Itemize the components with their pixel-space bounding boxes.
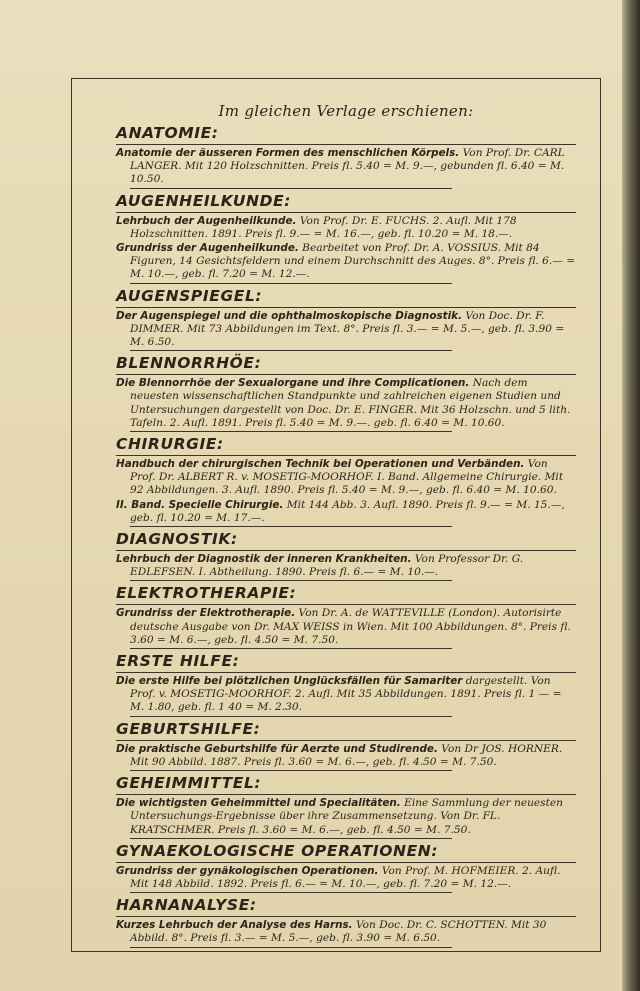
book-details: Mit 144 Abb. 3. Aufl. 1890. Preis fl. 9.— = M. 15.—, geb. fl. 10.20 = M. 17.—. bbox=[130, 498, 565, 524]
catalog-section bbox=[116, 896, 576, 947]
section-title: BLENNORRHÖE: bbox=[116, 354, 576, 375]
catalog-content bbox=[116, 102, 576, 951]
catalog-section bbox=[116, 842, 576, 893]
section-title: GEHEIMMITTEL: bbox=[116, 774, 576, 795]
catalog-heading: Im gleichen Verlage erschienen: bbox=[218, 102, 474, 120]
book-entry bbox=[116, 919, 576, 945]
book-title: Anatomie der äusseren Formen des menschlichen Körpels. bbox=[116, 147, 460, 159]
section-end-rule bbox=[130, 716, 452, 717]
catalog-section bbox=[116, 774, 576, 839]
book-title: Grundriss der gynäkologischen Operationen. bbox=[116, 864, 379, 877]
book-entry bbox=[116, 797, 576, 837]
book-title: Kurzes Lehrbuch der Analyse des Harns. bbox=[116, 919, 353, 932]
book-details: Von Prof. M. HOFMEIER. 2. Aufl. Mit 148 Abbild. 1892. Preis fl. 6.— = M. 10.—, geb. fl. 7.20 = M. 12.—. bbox=[130, 864, 561, 890]
book-details: Von Prof. Dr. E. FUCHS. 2. Aufl. Mit 178 Holzschnitten. 1891. Preis fl. 9.— = M. 16.—, geb. fl. 10.20 = M. 18.—. bbox=[130, 214, 517, 240]
book-details: Von Prof. Dr. CARL LANGER. Mit 120 Holzschnitten. Preis fl. 5.40 = M. 9.—, gebunden fl. 6.40 = M. 10.50. bbox=[130, 147, 565, 186]
section-list bbox=[116, 124, 576, 948]
section-title: DIAGNOSTIK: bbox=[116, 530, 576, 551]
catalog-section bbox=[116, 530, 576, 581]
section-title: HARNANALYSE: bbox=[116, 896, 576, 917]
section-title: AUGENHEILKUNDE: bbox=[116, 192, 576, 213]
catalog-section bbox=[116, 124, 576, 189]
book-details: Von Doc. Dr. F. DIMMER. Mit 73 Abbildungen im Text. 8°. Preis fl. 3.— = M. 5.—, geb. fl. 3.90 = M. 6.50. bbox=[130, 309, 565, 349]
section-end-rule bbox=[130, 947, 452, 948]
book-entry bbox=[116, 242, 576, 282]
section-end-rule bbox=[130, 580, 452, 581]
book-entry bbox=[116, 743, 576, 769]
book-details: Von Dr. A. de WATTEVILLE (London). Autorisirte deutsche Ausgabe von Dr. MAX WEISS in Wien. Mit 100 Abbildungen. 8°. Preis fl. 3.60 = M. 6.—, geb. fl. 4.50 = M. 7.50. bbox=[130, 607, 571, 646]
book-title: Die wichtigsten Geheimmittel und Specialitäten. bbox=[116, 797, 401, 810]
book-entry bbox=[116, 553, 576, 579]
catalog-section bbox=[116, 435, 576, 527]
book-entry bbox=[116, 607, 576, 647]
section-title: GYNAEKOLOGISCHE OPERATIONEN: bbox=[116, 842, 576, 863]
book-details: Eine Sammlung der neuesten Untersuchungs-Ergebnisse über ihre Zusammensetzung. Von Dr. FL. KRATSCHMER. Preis fl. 3.60 = M. 6.—, geb. fl. 4.50 = M. 7.50. bbox=[130, 797, 563, 836]
section-title: AUGENSPIEGEL: bbox=[116, 287, 576, 308]
section-title: CHIRURGIE: bbox=[116, 435, 576, 456]
book-entry bbox=[116, 675, 576, 715]
section-title: ELEKTROTHERAPIE: bbox=[116, 584, 576, 605]
book-title: II. Band. Specielle Chirurgie. bbox=[116, 498, 284, 511]
book-entry bbox=[116, 215, 576, 241]
book-entry bbox=[116, 458, 576, 498]
book-title: Grundriss der Elektrotherapie. bbox=[116, 607, 296, 620]
book-entry bbox=[116, 865, 576, 891]
catalog-section bbox=[116, 720, 576, 771]
book-title: Die praktische Geburtshilfe für Aerzte und Studirende. bbox=[116, 742, 438, 755]
catalog-section bbox=[116, 652, 576, 717]
book-entry bbox=[116, 499, 576, 525]
book-gutter bbox=[622, 0, 640, 991]
catalog-section bbox=[116, 192, 576, 284]
section-title: ERSTE HILFE: bbox=[116, 652, 576, 673]
book-details: dargestellt. Von Prof. v. MOSETIG-MOORHOF. 2. Aufl. Mit 35 Abbildungen. 1891. Preis fl. 1 — = M. 1.80, geb. fl. 1 40 = M. 2.30. bbox=[130, 675, 562, 714]
book-details: Nach dem neuesten wissenschaftlichen Standpunkte und zahlreichen eigenen Studien und Untersuchungen dargestellt von Doc. Dr. E. FINGER. Mit 36 Holzschn. und 5 lith. Tafeln. 2. Aufl. 1891. Preis fl. 5.40 = M. 9.—. geb. fl. 6.40 = M. 10.60. bbox=[130, 377, 571, 429]
section-end-rule bbox=[130, 526, 452, 527]
book-title: Der Augenspiegel und die ophthalmoskopische Diagnostik. bbox=[116, 309, 463, 322]
book-entry bbox=[116, 377, 576, 430]
book-title: Lehrbuch der Augenheilkunde. bbox=[116, 214, 297, 227]
section-end-rule bbox=[130, 892, 452, 893]
catalog-section bbox=[116, 584, 576, 649]
section-end-rule bbox=[130, 188, 452, 189]
section-end-rule bbox=[130, 648, 452, 649]
book-entry bbox=[116, 310, 576, 350]
catalog-section bbox=[116, 287, 576, 352]
book-details: Von Doc. Dr. C. SCHOTTEN. Mit 30 Abbild. 8°. Preis fl. 3.— = M. 5.—, geb. fl. 3.90 = M. 6.50. bbox=[130, 919, 547, 945]
book-details: Von Dr JOS. HORNER. Mit 90 Abbild. 1887. Preis fl. 3.60 = M. 6.—, geb. fl. 4.50 = M. 7.50. bbox=[130, 742, 563, 768]
section-title: ANATOMIE: bbox=[116, 124, 576, 145]
book-details: Von Prof. Dr. ALBERT R. v. MOSETIG-MOORHOF. I. Band. Allgemeine Chirurgie. Mit 92 Abbildungen. 3. Aufl. 1890. Preis fl. 5.40 = M. 9.—, geb. fl. 6.40 = M. 10.60. bbox=[130, 458, 564, 497]
section-end-rule bbox=[130, 838, 452, 839]
book-title: Grundriss der Augenheilkunde. bbox=[116, 242, 299, 255]
catalog-section bbox=[116, 354, 576, 432]
section-end-rule bbox=[130, 350, 452, 351]
section-end-rule bbox=[130, 283, 452, 284]
book-title: Lehrbuch der Diagnostik der inneren Krankheiten. bbox=[116, 553, 412, 566]
book-details: Von Professor Dr. G. EDLEFSEN. I. Abtheilung. 1890. Preis fl. 6.— = M. 10.—. bbox=[130, 553, 524, 579]
book-entry bbox=[116, 147, 576, 187]
book-title: Die erste Hilfe bei plötzlichen Unglücksfällen für Samariter bbox=[116, 675, 463, 688]
section-end-rule bbox=[130, 770, 452, 771]
section-end-rule bbox=[130, 431, 452, 432]
section-title: GEBURTSHILFE: bbox=[116, 720, 576, 741]
book-title: Die Blennorrhöe der Sexualorgane und ihre Complicationen. bbox=[116, 377, 470, 390]
book-details: Bearbeitet von Prof. Dr. A. VOSSIUS. Mit 84 Figuren, 14 Gesichtsfeldern und einem Durchschnitt des Auges. 8°. Preis fl. 6.— = M. 10.—, geb. fl. 7.20 = M. 12.—. bbox=[130, 242, 576, 281]
book-title: Handbuch der chirurgischen Technik bei Operationen und Verbänden. bbox=[116, 458, 525, 471]
